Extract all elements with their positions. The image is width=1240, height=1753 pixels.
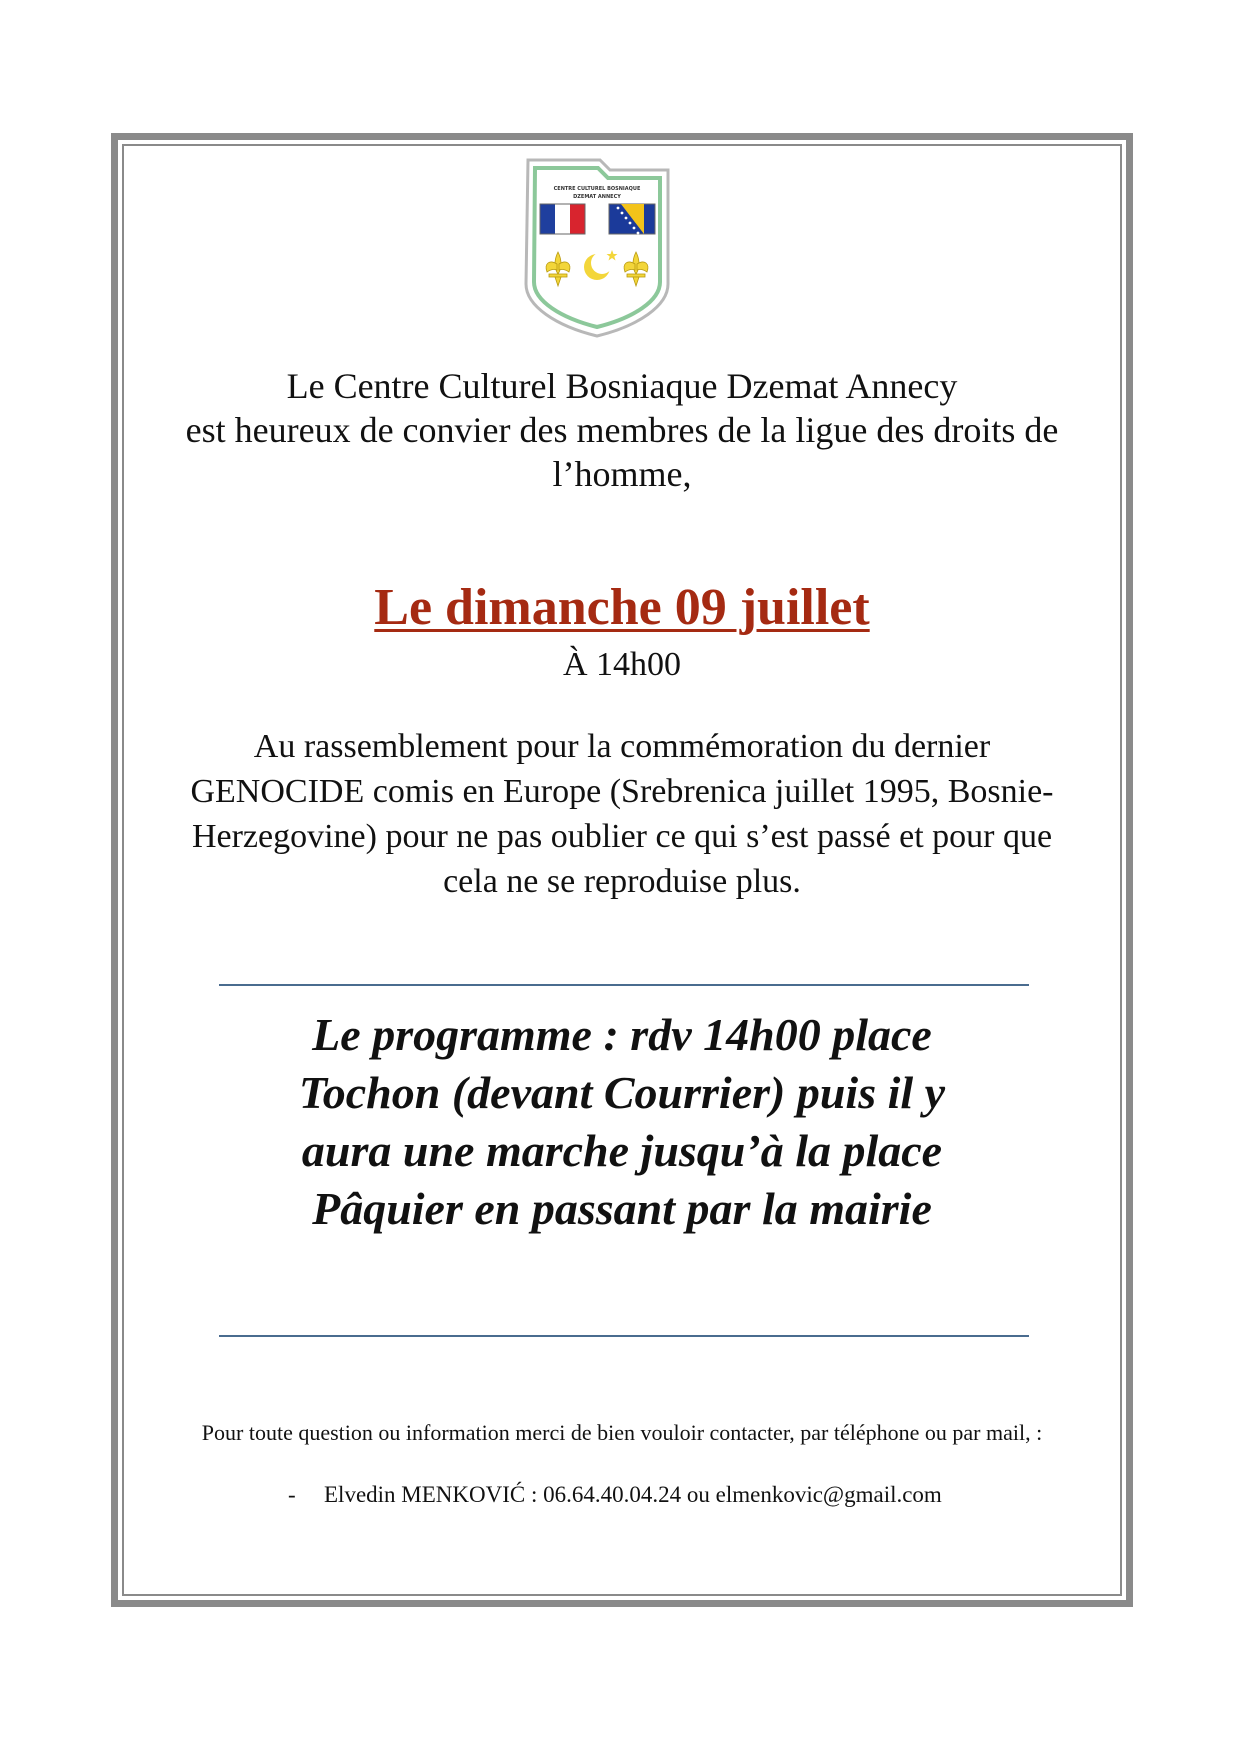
intro-paragraph	[140, 364, 1104, 496]
programme-paragraph	[140, 1006, 1104, 1238]
centre-culturel-logo	[518, 156, 676, 338]
logo-text-bottom: DZEMAT ANNECY	[573, 194, 621, 200]
bosnian-flag-icon	[609, 204, 655, 234]
description-line: Au rassemblement pour la commémoration du dernier	[253, 728, 991, 765]
divider-bottom	[219, 1335, 1029, 1337]
event-date	[140, 576, 1104, 640]
contact-item	[288, 1480, 942, 1510]
event-description	[140, 724, 1104, 904]
contact-bullet: -	[288, 1482, 296, 1507]
event-date-text: Le dimanche 09 juillet	[374, 579, 870, 636]
programme-line: aura une marche jusqu’à la place	[301, 1125, 943, 1176]
programme-line: Le programme : rdv 14h00 place	[312, 1009, 932, 1060]
contact-details: Elvedin MENKOVIĆ : 06.64.40.04.24 ou elmenkovic@gmail.com	[324, 1482, 942, 1507]
intro-line: est heureux de convier des membres de la ligue des droits de	[185, 410, 1059, 450]
description-line: Herzegovine) pour ne pas oublier ce qui s’est passé et pour que	[191, 818, 1053, 855]
programme-line: Pâquier en passant par la mairie	[312, 1183, 932, 1234]
french-flag-icon	[540, 204, 585, 234]
intro-line: l’homme,	[552, 454, 692, 494]
logo-text-top: CENTRE CULTUREL BOSNIAQUE	[553, 186, 641, 192]
divider-top	[219, 984, 1029, 986]
description-line: GENOCIDE comis en Europe (Srebrenica juillet 1995, Bosnie-	[190, 773, 1054, 810]
programme-line: Tochon (devant Courrier) puis il y	[298, 1067, 946, 1118]
intro-line: Le Centre Culturel Bosniaque Dzemat Annecy	[286, 366, 958, 406]
event-time: À 14h00	[562, 646, 682, 683]
description-line: cela ne se reproduise plus.	[443, 863, 801, 900]
contact-intro: Pour toute question ou information merci de bien vouloir contacter, par téléphone ou par mail, :	[201, 1420, 1043, 1445]
